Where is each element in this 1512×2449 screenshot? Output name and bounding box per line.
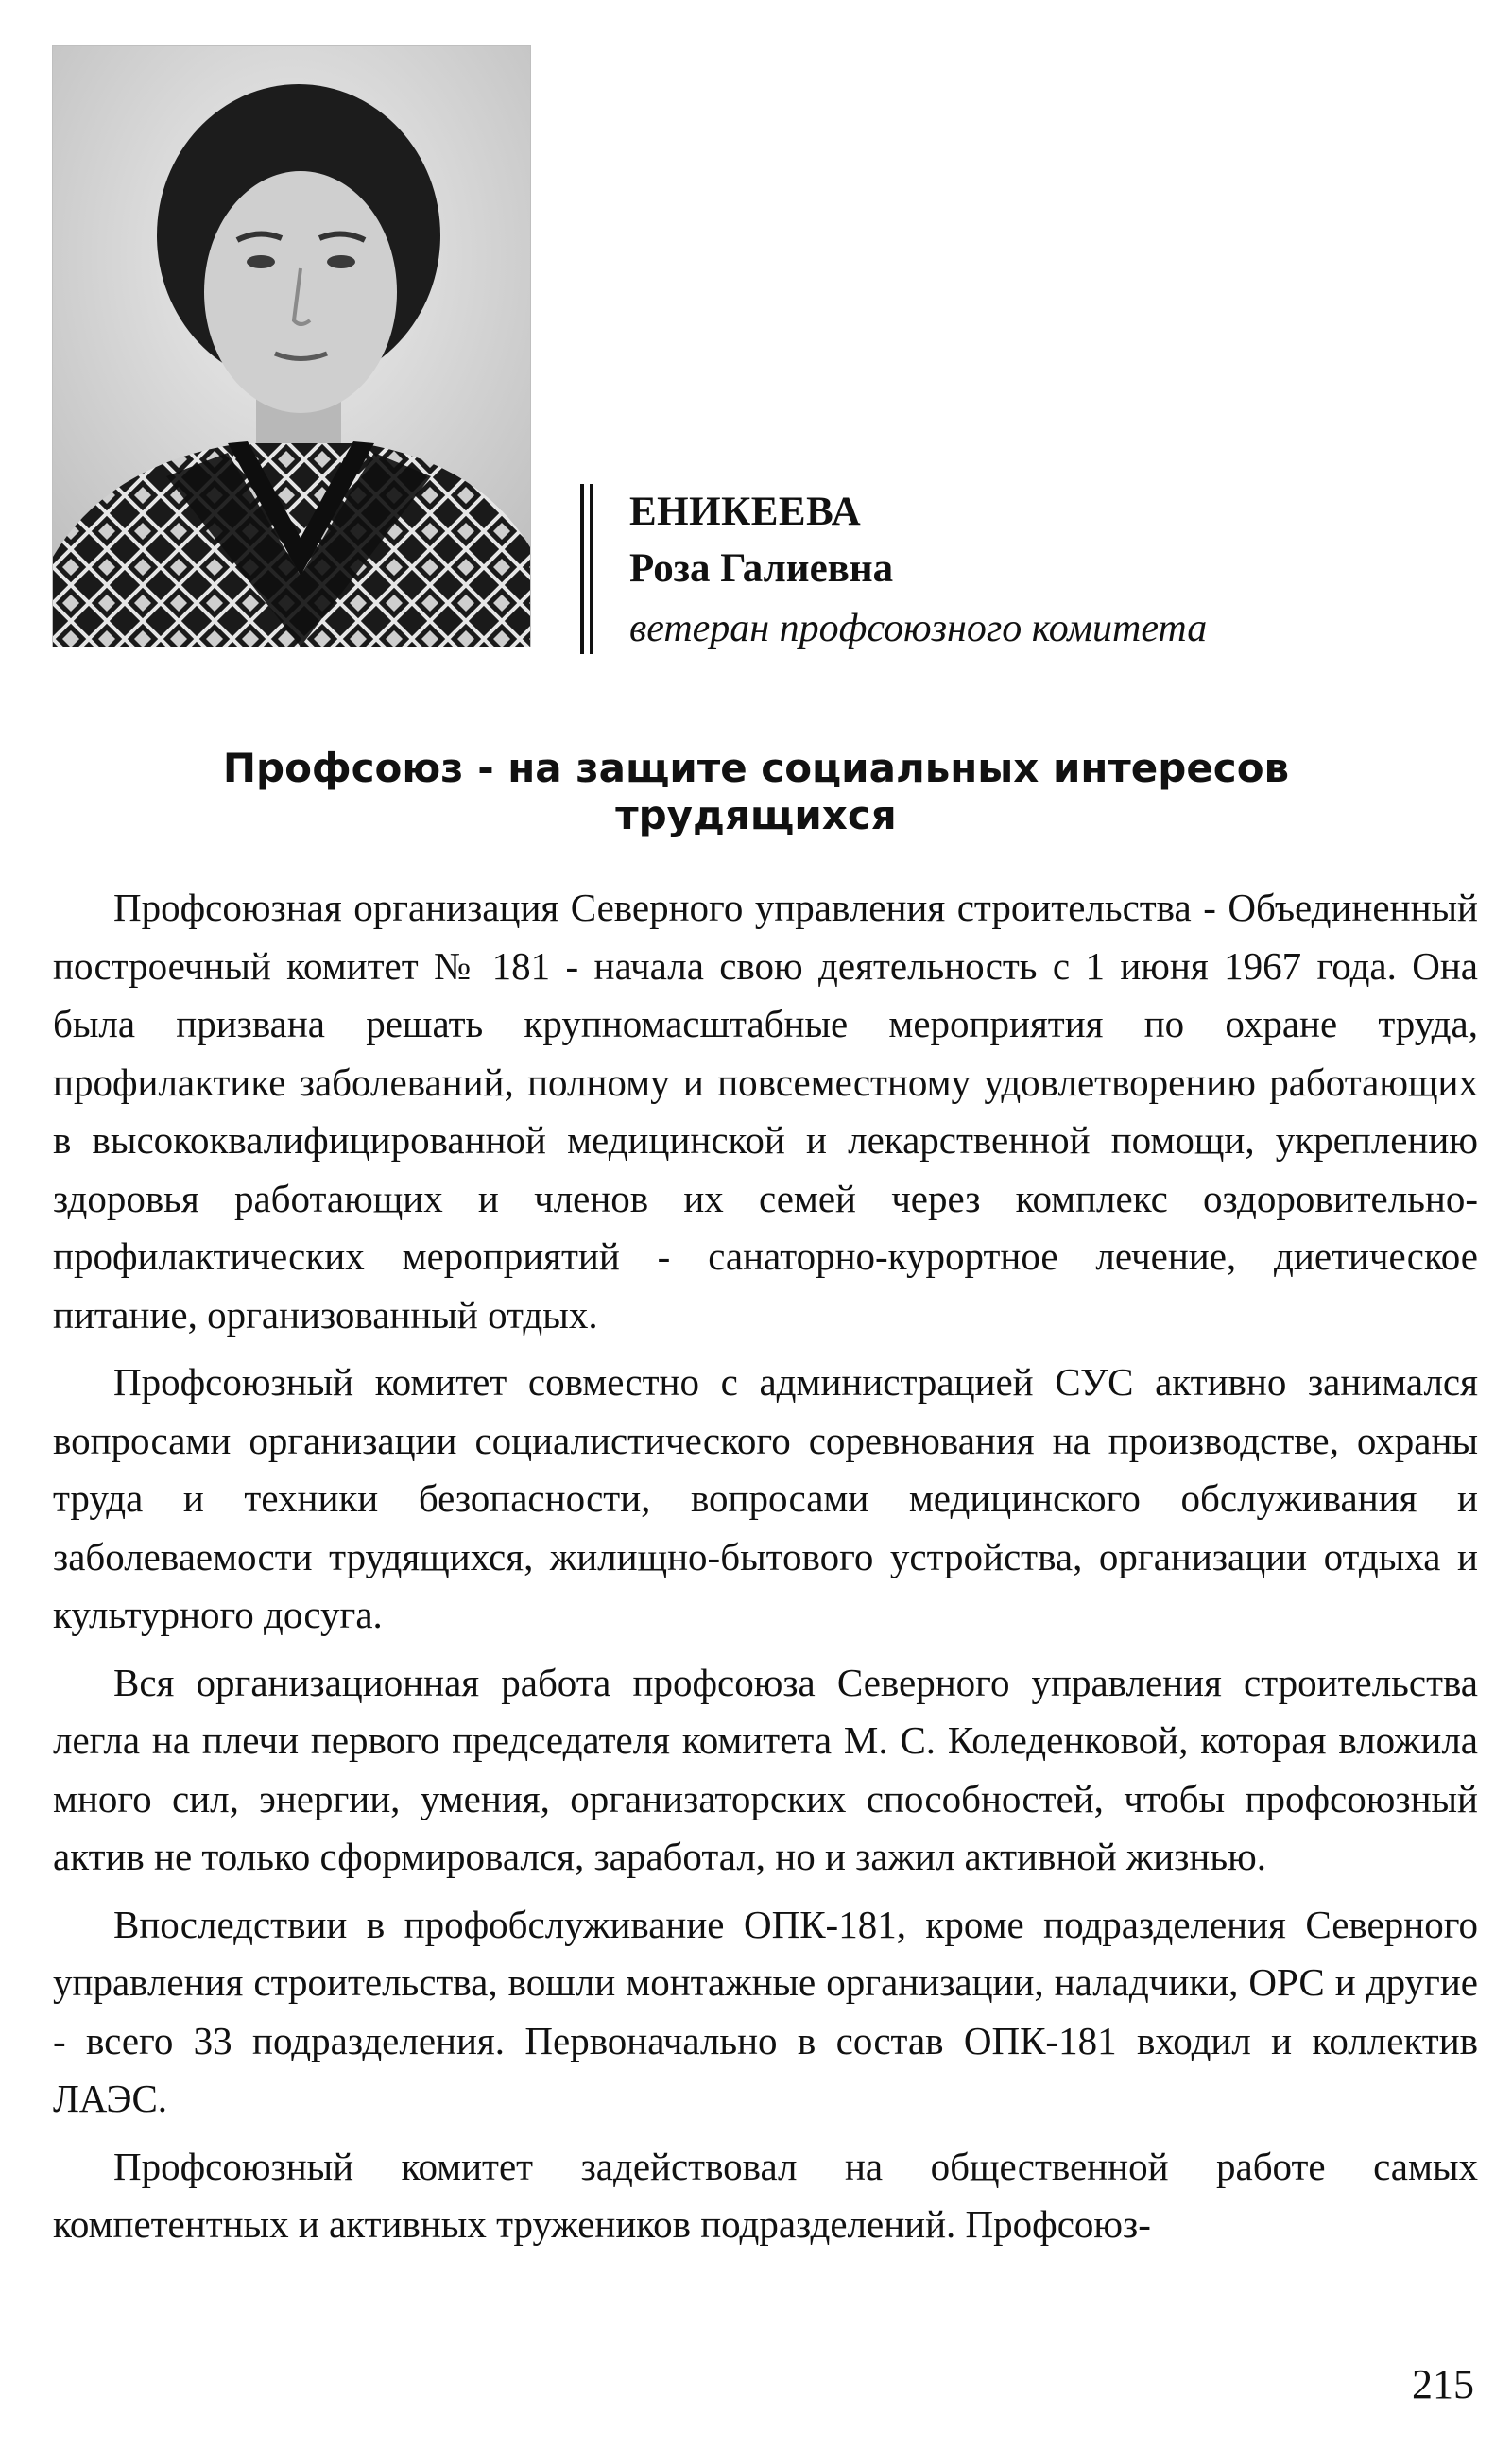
author-block-rules (580, 484, 593, 654)
author-block (629, 484, 1480, 660)
rule-line (590, 484, 593, 654)
article-title-line: трудящихся (615, 792, 897, 838)
article-title-line: Профсоюз - на защите социальных интересов (222, 745, 1290, 791)
article-title (76, 745, 1436, 839)
author-portrait-photo (52, 45, 531, 647)
body-paragraph: Профсоюзная организация Северного управления строительства - Объединенный построечный комитет № 181 - начала свою деятельность с 1 июня 1967 года. Она была призвана решать крупномасштабные мероприятия по охране труда, профилактике заболеваний, полному и повсеместному удовлетворению работающих в высококвалифицированной медицинской и лекарственной помощи, укреплению здоровья работающих и членов их семей через комплекс оздоровительно-профилактических мероприятий - санаторно-курортное лечение, диетическое питание, организованный отдых. (53, 886, 1478, 1337)
body-paragraph: Вся организационная работа профсоюза Северного управления строительства легла на плечи первого председателя комитета М. С. Коледенковой, которая вложила много сил, энергии, умения, организаторских способностей, чтобы профсоюзный актив не только сформировался, заработал, но и зажил активной жизнью. (53, 1660, 1478, 1878)
author-role: ветеран профсоюзного комитета (629, 607, 1208, 650)
portrait-image (53, 46, 530, 647)
author-given-name: Роза Галиевна (629, 546, 894, 591)
author-surname: ЕНИКЕЕВА (629, 490, 862, 534)
body-paragraph: Впоследствии в профобслуживание ОПК-181, кроме подразделения Северного управления строительства, вошли монтажные организации, наладчики, ОРС и другие - всего 33 подразделения. Первоначально в состав ОПК-181 входил и коллектив ЛАЭС. (53, 1902, 1478, 2120)
article-body (53, 879, 1478, 2264)
page-number: 215 (1412, 2361, 1474, 2407)
body-paragraph: Профсоюзный комитет совместно с администрацией СУС активно занимался вопросами организации социалистического соревнования на производстве, охраны труда и техники безопасности, вопросами медицинского обслуживания и заболеваемости трудящихся, жилищно-бытового устройства, организации отдыха и культурного досуга. (53, 1360, 1478, 1636)
body-paragraph: Профсоюзный комитет задействовал на общественной работе самых компетентных и активных тружеников подразделений. Профсоюз- (53, 2144, 1478, 2246)
rule-line (580, 484, 584, 654)
